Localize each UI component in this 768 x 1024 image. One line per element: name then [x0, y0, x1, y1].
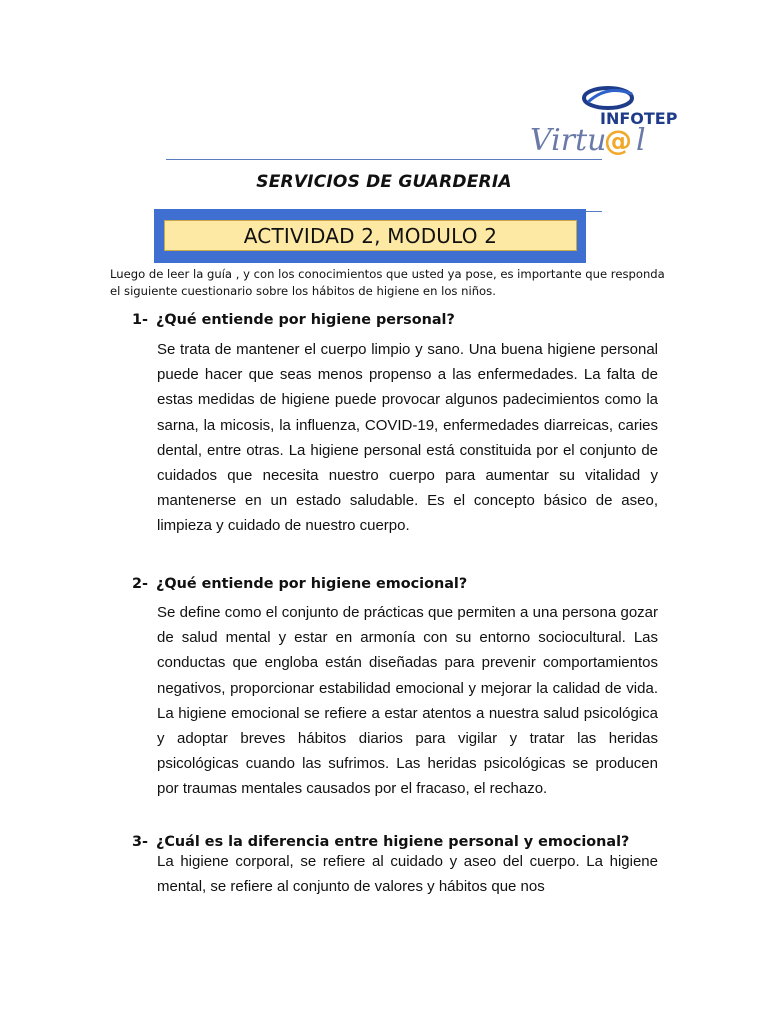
question-3	[132, 834, 712, 850]
logo-infotep-text: INFOTEP	[600, 109, 678, 128]
activity-banner-box	[164, 220, 577, 251]
header-divider	[166, 159, 602, 160]
question-1	[132, 312, 712, 328]
logo-virtual-text: Virtu	[530, 123, 607, 158]
activity-banner	[154, 209, 586, 263]
question-2-number: 2-	[132, 576, 148, 592]
question-2-text: ¿Qué entiende por higiene emocional?	[156, 576, 468, 592]
logo-at-text: @	[604, 124, 632, 157]
question-2	[132, 576, 712, 592]
banner-divider	[586, 211, 602, 212]
answer-1: Se trata de mantener el cuerpo limpio y sano. Una buena higiene personal puede hacer que seas menos propenso a las enfermedades. La falta de estas medidas de higiene puede provocar algunos padecimientos como la sarna, la micosis, la influenza, COVID-19, enfermedades diarreicas, caries dental, entre otras. La higiene personal está constituida por el conjunto de cuidados que necesita nuestro cuerpo para aumentar su vitalidad y mantenerse en un estado saludable. Es el concepto básico de aseo, limpieza y cuidado de nuestro cuerpo.	[157, 341, 658, 535]
question-1-number: 1-	[132, 312, 148, 328]
infotep-logo-graphic	[528, 80, 678, 158]
question-3-text: ¿Cuál es la diferencia entre higiene personal y emocional?	[156, 834, 630, 850]
intro-paragraph: Luego de leer la guía , y con los conocimientos que usted ya pose, es importante que responda el siguiente cuestionario sobre los hábitos de higiene en los niños.	[110, 267, 665, 298]
question-1-text: ¿Qué entiende por higiene personal?	[156, 312, 455, 328]
infotep-virtual-logo	[528, 80, 678, 158]
answer-3: La higiene corporal, se refiere al cuidado y aseo del cuerpo. La higiene mental, se refiere al conjunto de valores y hábitos que nos	[157, 853, 658, 896]
question-3-number: 3-	[132, 834, 148, 850]
answer-2: Se define como el conjunto de prácticas que permiten a una persona gozar de salud mental y estar en armonía con su entorno sociocultural. Las conductas que engloba están diseñadas para prevenir comportamientos negativos, proporcionar estabilidad emocional y mejorar la calidad de vida. La higiene emocional se refiere a estar atentos a nuestra salud psicológica y adoptar breves hábitos diarios para vigilar y tratar las heridas psicológicas cuando las sufrimos. Las heridas psicológicas se producen por traumas mentales causados por el fracaso, el rechazo.	[157, 604, 658, 798]
activity-banner-text: ACTIVIDAD 2, MODULO 2	[243, 223, 498, 248]
document-title: SERVICIOS DE GUARDERIA	[256, 172, 512, 192]
logo-l-text: l	[636, 123, 646, 158]
